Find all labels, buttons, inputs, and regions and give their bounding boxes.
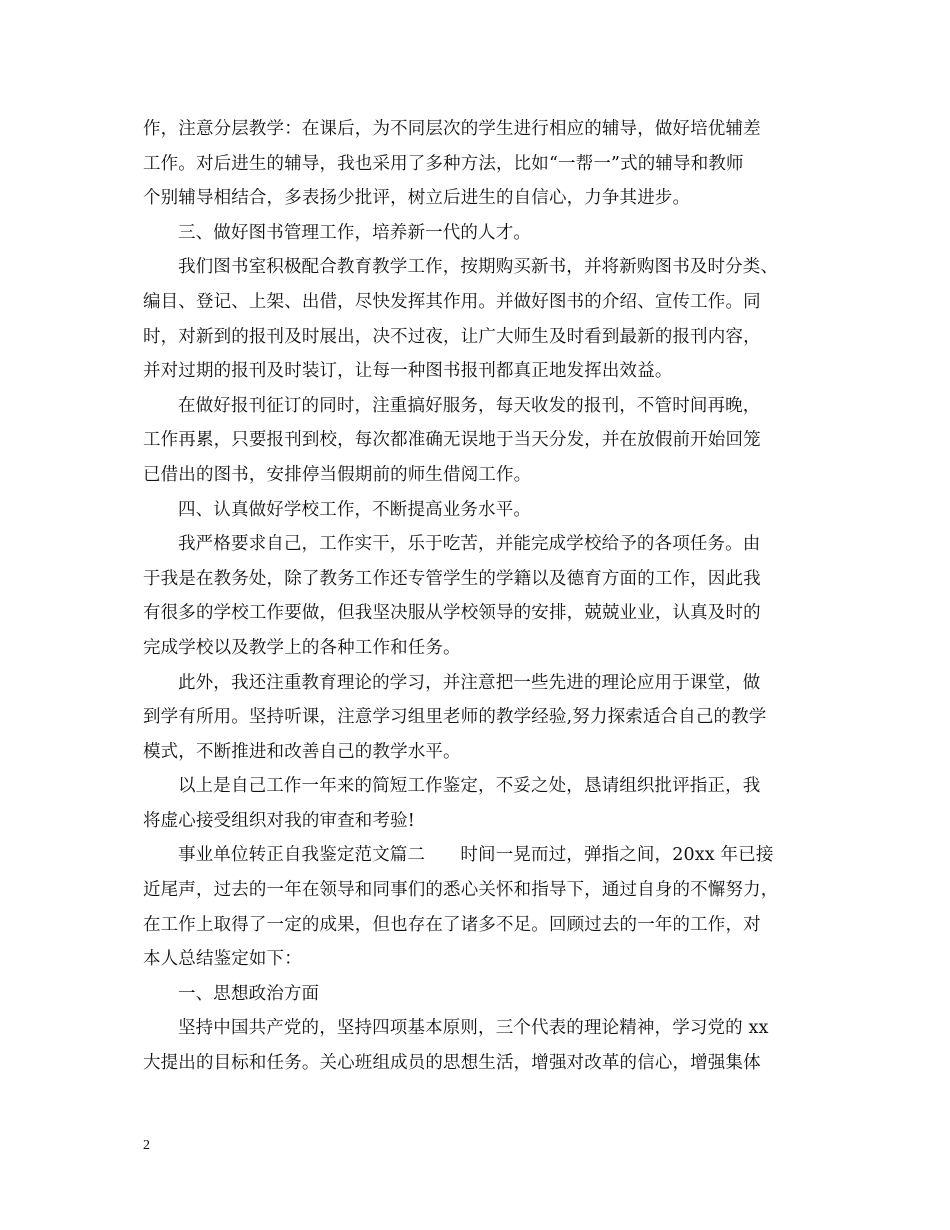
body-text-line: 大提出的目标和任务。关心班组成员的思想生活，增强对改革的信心，增强集体 [143, 1053, 761, 1074]
body-text-line: 个别辅导相结合，多表扬少批评，树立后进生的自信心，力争其进步。 [143, 188, 691, 209]
section-heading: 一、思想政治方面 [178, 983, 320, 1004]
body-text-line: 作，注意分层教学：在课后，为不同层次的学生进行相应的辅导，做好培优辅差 [143, 119, 761, 139]
body-text-line: 有很多的学校工作要做，但我坚决服从学校领导的安排，兢兢业业，认真及时的 [143, 603, 761, 624]
body-text-line: 模式，不断推进和改善自己的教学水平。 [143, 741, 461, 762]
body-text-line: 工作。对后进生的辅导，我也采用了多种方法，比如“一帮一”式的辅导和教师 [143, 153, 744, 174]
body-text-line: 于我是在教务处，除了教务工作还专管学生的学籍以及德育方面的工作，因此我 [143, 568, 761, 589]
body-text-line: 我们图书室积极配合教育教学工作，按期购买新书，并将新购图书及时分类、 [178, 257, 779, 278]
body-text-line: 此外，我还注重教育理论的学习，并注意把一些先进的理论应用于课堂，做 [178, 672, 761, 693]
body-text-line: 坚持中国共产党的，坚持四项基本原则，三个代表的理论精神，学习党的 xx [178, 1018, 769, 1039]
body-text-line: 本人总结鉴定如下： [143, 949, 302, 970]
page-number: 2 [143, 1138, 150, 1153]
body-text-line: 将虚心接受组织对我的审查和考验! [143, 810, 415, 831]
body-text-line: 并对过期的报刊及时装订，让每一种图书报刊都真正地发挥出效益。 [143, 361, 673, 382]
body-text-line: 在工作上取得了一定的成果，但也存在了诸多不足。回顾过去的一年的工作，对 [143, 914, 761, 935]
section-heading: 四、认真做好学校工作，不断提高业务水平。 [178, 499, 531, 520]
body-text-line: 时，对新到的报刊及时展出，决不过夜，让广大师生及时看到最新的报刊内容， [143, 326, 761, 347]
page-body [143, 112, 807, 1081]
section-heading: 三、做好图书管理工作，培养新一代的人才。 [178, 222, 531, 243]
body-text-line: 近尾声，过去的一年在领导和同事们的悉心关怀和指导下，通过自身的不懈努力， [143, 880, 779, 901]
body-text-line: 以上是自己工作一年来的简短工作鉴定，不妥之处，恳请组织批评指正，我 [178, 776, 761, 797]
body-text-line: 在做好报刊征订的同时，注重搞好服务，每天收发的报刊，不管时间再晚， [178, 395, 761, 416]
body-text-line: 编目、登记、上架、出借，尽快发挥其作用。并做好图书的介绍、宣传工作。同 [143, 291, 761, 312]
body-text-line: 到学有所用。坚持听课，注意学习组里老师的教学经验,努力探索适合自己的教学 [143, 707, 767, 728]
body-text-line: 已借出的图书，安排停当假期前的师生借阅工作。 [143, 464, 532, 485]
body-text-line: 完成学校以及教学上的各种工作和任务。 [143, 637, 461, 658]
body-text-line: 我严格要求自己，工作实干，乐于吃苦，并能完成学校给予的各项任务。由 [178, 534, 761, 555]
body-text-line: 工作再累，只要报刊到校，每次都准确无误地于当天分发，并在放假前开始回笼 [143, 430, 761, 451]
body-text-line: 事业单位转正自我鉴定范文篇二 时间一晃而过，弹指之间，20xx 年已接 [178, 845, 774, 866]
